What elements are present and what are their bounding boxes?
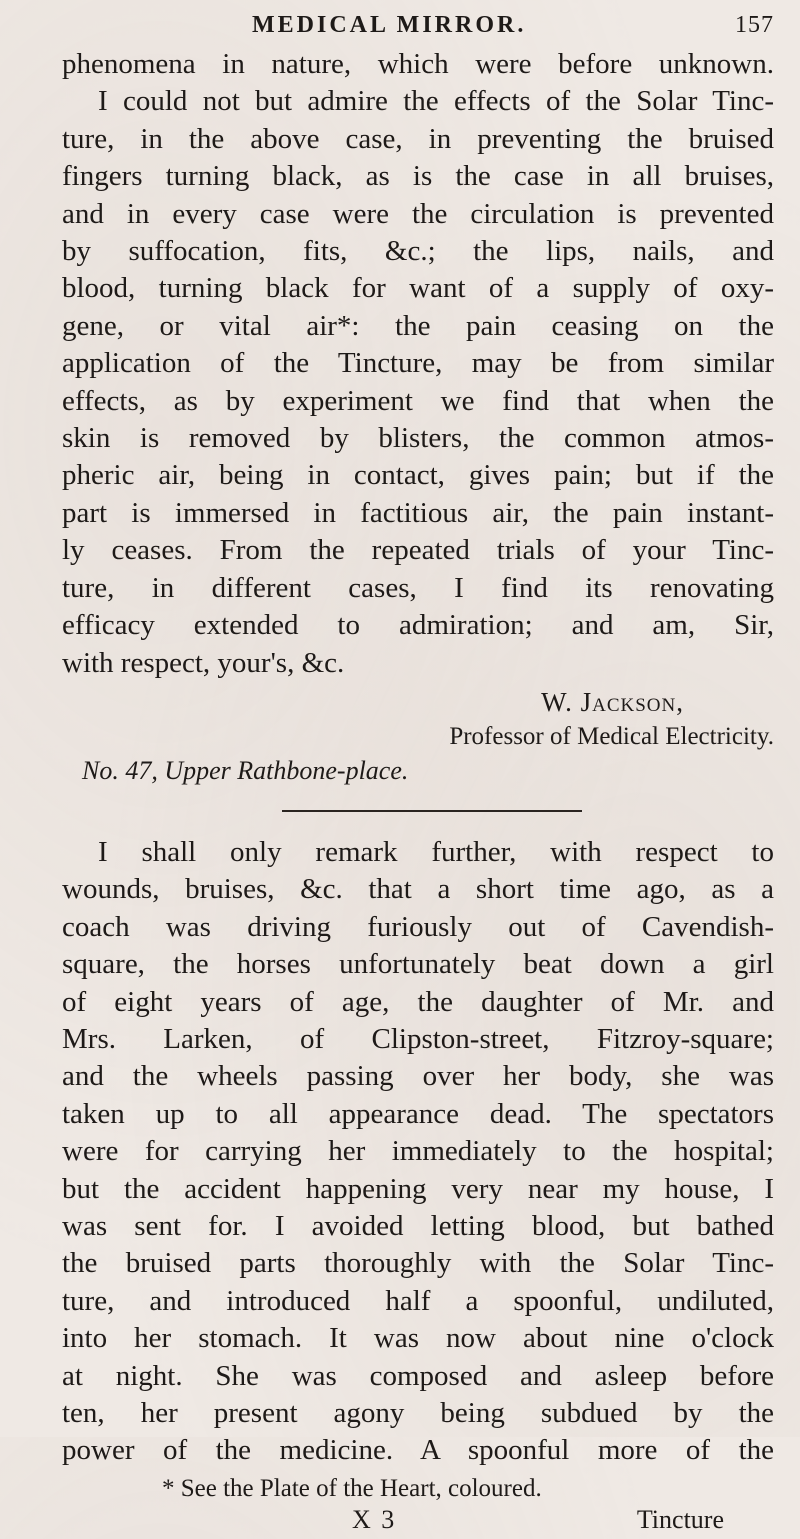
text-line: ture, and introduced half a spoonful, undiluted, xyxy=(62,1284,774,1317)
text-line: of eight years of age, the daughter of Mr. and xyxy=(62,985,774,1018)
text-line: phenomena in nature, which were before unknown. xyxy=(62,48,774,80)
footnote: * See the Plate of the Heart, coloured. xyxy=(162,1474,542,1502)
page-footer xyxy=(62,1505,774,1539)
text-line: Mrs. Larken, of Clipston-street, Fitzroy-square; xyxy=(62,1022,774,1055)
signature-address: No. 47, Upper Rathbone-place. xyxy=(82,755,409,785)
text-line: power of the medicine. A spoonful more of the xyxy=(62,1434,774,1467)
text-line: and the wheels passing over her body, she was xyxy=(62,1060,774,1093)
text-line: and in every case were the circulation is prevented xyxy=(62,197,774,230)
text-line: I could not but admire the effects of the Solar Tinc- xyxy=(98,85,774,118)
text-line: application of the Tincture, may be from similar xyxy=(62,347,774,380)
text-line: gene, or vital air*: the pain ceasing on the xyxy=(62,309,774,342)
text-line: ly ceases. From the repeated trials of your Tinc- xyxy=(62,534,774,567)
text-line: efficacy extended to admiration; and am, Sir, xyxy=(62,609,774,642)
text-line: skin is removed by blisters, the common atmos- xyxy=(62,422,774,455)
signature-name: W. Jackson, xyxy=(541,686,684,717)
signature-title: Professor of Medical Electricity. xyxy=(449,722,774,750)
text-line: with respect, your's, &c. xyxy=(62,646,345,679)
text-line: part is immersed in factitious air, the pain instant- xyxy=(62,496,774,529)
text-line: blood, turning black for want of a supply of oxy- xyxy=(62,272,774,305)
text-line: taken up to all appearance dead. The spectators xyxy=(62,1097,774,1130)
text-line: pheric air, being in contact, gives pain; but if the xyxy=(62,459,774,492)
text-line: the bruised parts thoroughly with the Solar Tinc- xyxy=(62,1247,774,1280)
page-number: 157 xyxy=(735,12,774,38)
text-line: fingers turning black, as is the case in all bruises, xyxy=(62,160,774,193)
text-line: coach was driving furiously out of Cavendish- xyxy=(62,910,774,943)
text-line: at night. She was composed and asleep before xyxy=(62,1359,774,1392)
letter-body xyxy=(62,46,774,682)
running-head xyxy=(62,10,774,46)
text-line: into her stomach. It was now about nine o'clock xyxy=(62,1322,774,1355)
text-line: by suffocation, fits, &c.; the lips, nails, and xyxy=(62,235,774,268)
text-line: square, the horses unfortunately beat down a girl xyxy=(62,948,774,981)
text-line: wounds, bruises, &c. that a short time ago, as a xyxy=(62,873,774,906)
section-divider xyxy=(282,810,582,812)
text-line: ture, in different cases, I find its renovating xyxy=(62,571,774,604)
text-line: was sent for. I avoided letting blood, but bathed xyxy=(62,1209,774,1242)
catchword: Tincture xyxy=(636,1504,724,1534)
text-line: were for carrying her immediately to the hospital; xyxy=(62,1135,774,1168)
text-line: I shall only remark further, with respect to xyxy=(98,835,774,868)
text-line: ten, her present agony being subdued by the xyxy=(62,1397,774,1429)
text-line: effects, as by experiment we find that when the xyxy=(62,384,774,417)
signature-mark: X 3 xyxy=(352,1504,397,1534)
second-paragraph xyxy=(62,834,774,1470)
text-line: ture, in the above case, in preventing the bruised xyxy=(62,122,774,155)
running-head-title: MEDICAL MIRROR. xyxy=(252,12,527,38)
text-line: but the accident happening very near my house, I xyxy=(62,1172,774,1205)
book-page xyxy=(62,10,774,1534)
